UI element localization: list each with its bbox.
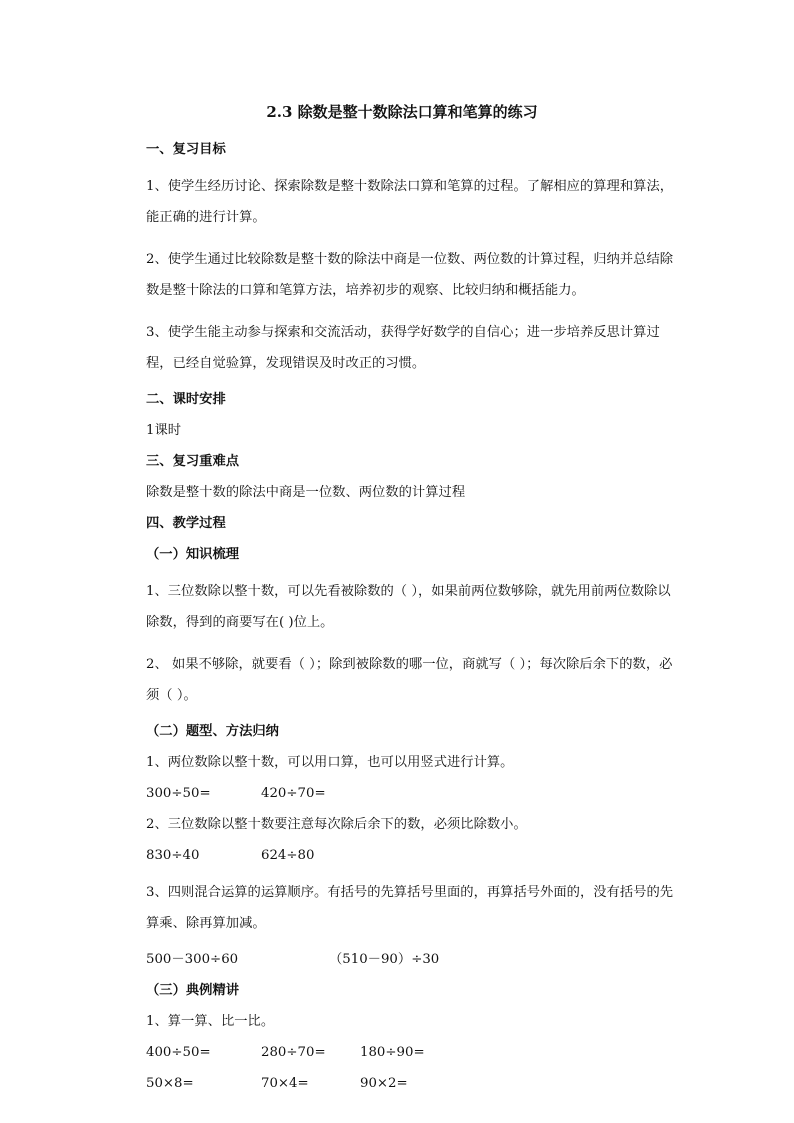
- section-heading-goals: 一、复习目标: [146, 142, 226, 157]
- section-heading-key-points: 三、复习重难点: [146, 454, 240, 469]
- subsection-heading-methods: （二）题型、方法归纳: [146, 724, 279, 739]
- goal-item-1: 1、使学生经历讨论、探索除数是整十数除法口算和笔算的过程。了解相应的算理和算法，能正确的进行计算。: [146, 179, 674, 225]
- expression: 280÷70=: [261, 1045, 326, 1060]
- section-heading-schedule: 二、课时安排: [146, 392, 226, 407]
- expression: 70×4=: [261, 1076, 309, 1091]
- expression: 300÷50=: [146, 786, 211, 801]
- method-2-expressions: [146, 846, 680, 866]
- knowledge-item-1: 1、三位数除以整十数，可以先看被除数的（ ），如果前两位数够除，就先用前两位数除以除数，得到的商要写在( )位上。: [146, 584, 671, 630]
- method-3-expressions: [146, 950, 680, 970]
- document-body: [146, 140, 680, 1094]
- method-item-1: 1、两位数除以整十数，可以用口算，也可以用竖式进行计算。: [146, 755, 514, 770]
- knowledge-item-2: 2、 如果不够除，就要看（ ）；除到被除数的哪一位，商就写（ ）；每次除后余下的数，必须（ ）。: [146, 657, 673, 703]
- expression: 400÷50=: [146, 1045, 211, 1060]
- expression: 180÷90=: [360, 1045, 425, 1060]
- schedule-text: 1课时: [146, 423, 182, 438]
- example-item-1: 1、算一算、比一比。: [146, 1014, 275, 1029]
- example-row-2: [146, 1074, 680, 1094]
- method-1-expressions: [146, 784, 680, 804]
- subsection-heading-examples: （三）典例精讲: [146, 983, 240, 998]
- goal-item-3: 3、使学生能主动参与探索和交流活动，获得学好数学的自信心；进一步培养反思计算过程，已经自觉验算，发现错误及时改正的习惯。: [146, 325, 660, 371]
- expression: 624÷80: [261, 848, 315, 863]
- goal-item-2: 2、使学生通过比较除数是整十数的除法中商是一位数、两位数的计算过程，归纳并总结除数是整十除法的口算和笔算方法，培养初步的观察、比较归纳和概括能力。: [146, 252, 674, 298]
- expression: 90×2=: [360, 1076, 408, 1091]
- key-points-text: 除数是整十数的除法中商是一位数、两位数的计算过程: [146, 485, 466, 500]
- expression: 500－300÷60: [146, 952, 239, 967]
- section-heading-process: 四、教学过程: [146, 516, 226, 531]
- expression: 50×8=: [146, 1076, 194, 1091]
- expression: 420÷70=: [261, 786, 326, 801]
- method-item-2: 2、三位数除以整十数要注意每次除后余下的数，必须比除数小。: [146, 817, 527, 832]
- example-row-1: [146, 1043, 680, 1063]
- document-title: 2.3 除数是整十数除法口算和笔算的练习: [266, 103, 538, 121]
- subsection-heading-knowledge: （一）知识梳理: [146, 547, 240, 562]
- method-item-3: 3、四则混合运算的运算顺序。有括号的先算括号里面的，再算括号外面的，没有括号的先算乘、除再算加减。: [146, 885, 674, 931]
- expression: 830÷40: [146, 848, 200, 863]
- expression: （510－90）÷30: [329, 952, 440, 967]
